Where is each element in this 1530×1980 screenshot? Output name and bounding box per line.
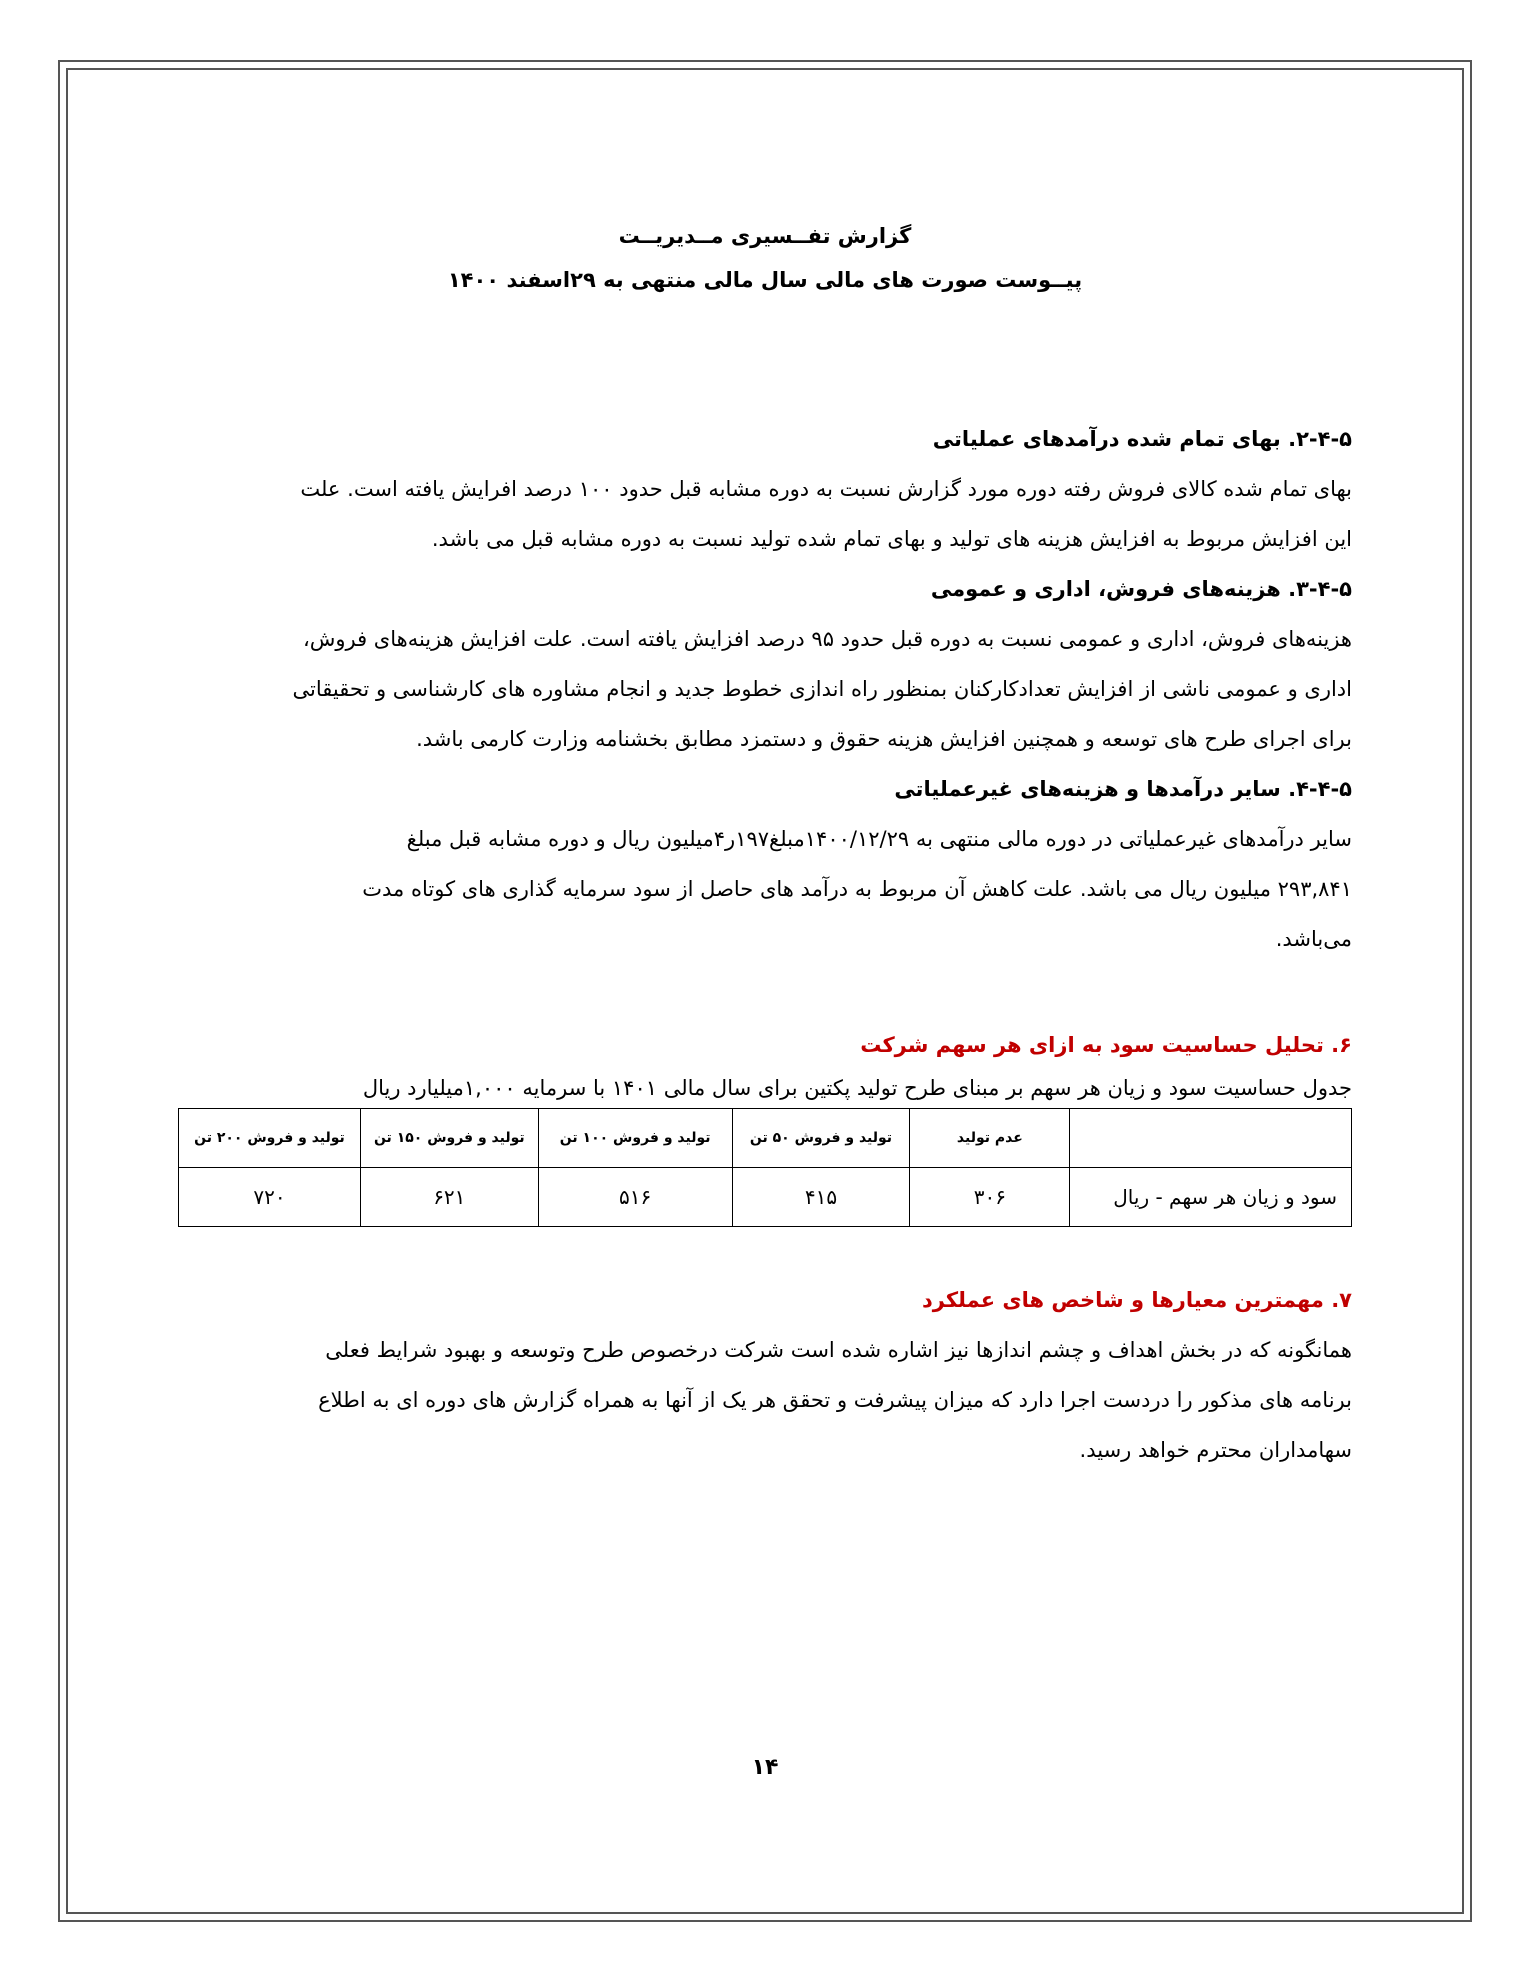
section-performance-indicators [178, 1275, 1352, 1475]
report-subtitle: پیــوست صورت های مالی سال مالی منتهی به ۲۹اسفند ۱۴۰۰ [447, 268, 1083, 292]
page-number: ۱۴ [751, 1755, 779, 1780]
table-header-cell: تولید و فروش ۲۰۰ تن [179, 1109, 361, 1168]
paragraph-line: همانگونه که در بخش اهداف و چشم اندازها نیز اشاره شده است شرکت درخصوص طرح وتوسعه و بهبود شرایط فعلی [325, 1338, 1352, 1362]
section-non-operating [178, 764, 1352, 964]
report-title: گزارش تفــسیری مــدیریــت [618, 224, 912, 248]
section-heading: ۴-۴-۵. سایر درآمدها و هزینه‌های غیرعملیاتی [894, 777, 1352, 801]
table-row-label: سود و زیان هر سهم - ریال [1070, 1168, 1352, 1227]
table-header-row [179, 1109, 1352, 1168]
table-cell: ۵۱۶ [538, 1168, 732, 1227]
table-row [179, 1168, 1352, 1227]
paragraph-line: اداری و عمومی ناشی از افزایش تعدادکارکنان بمنظور راه اندازی خطوط جدید و انجام مشاوره های کارشناسی و تحقیقاتی [292, 677, 1352, 701]
section-cost-of-revenue [178, 414, 1352, 564]
table-cell: ۷۲۰ [179, 1168, 361, 1227]
paragraph-line: ۲۹۳,۸۴۱ میلیون ریال می باشد. علت کاهش آن مربوط به درآمد های حاصل از سود سرمایه گذاری های کوتاه مدت [362, 877, 1352, 901]
paragraph-line: بهای تمام شده کالای فروش رفته دوره مورد گزارش نسبت به دوره مشابه قبل حدود ۱۰۰ درصد افرایش یافته است. علت [300, 477, 1352, 501]
table-header-cell: تولید و فروش ۱۰۰ تن [538, 1109, 732, 1168]
table-header-cell: تولید و فروش ۱۵۰ تن [360, 1109, 538, 1168]
paragraph-line: می‌باشد. [1275, 927, 1352, 951]
section-heading: ۳-۴-۵. هزینه‌های فروش، اداری و عمومی [930, 577, 1352, 601]
section-heading: ۶. تحلیل حساسیت سود به ازای هر سهم شرکت [860, 1033, 1352, 1057]
table-header-cell: تولید و فروش ۵۰ تن [732, 1109, 910, 1168]
paragraph-line: سایر درآمدهای غیرعملیاتی در دوره مالی منتهی به ۱۴۰۰/۱۲/۲۹مبلغ۱۹۷ر۴میلیون ریال و دوره مشابه قبل مبلغ [406, 827, 1352, 851]
table-header-cell [1070, 1109, 1352, 1168]
paragraph-line: هزینه‌های فروش، اداری و عمومی نسبت به دوره قبل حدود ۹۵ درصد افزایش یافته است. علت افزایش هزینه‌های فروش، [302, 627, 1352, 651]
table-cell: ۳۰۶ [910, 1168, 1070, 1227]
paragraph-line: سهامداران محترم خواهد رسید. [1079, 1438, 1352, 1462]
section-admin-expenses [178, 564, 1352, 764]
section-heading: ۷. مهمترین معیارها و شاخص های عملکرد [922, 1288, 1352, 1312]
table-caption: جدول حساسیت سود و زیان هر سهم بر مبنای طرح تولید پکتین برای سال مالی ۱۴۰۱ با سرمایه ۱,۰۰۰میلیارد ریال [362, 1076, 1352, 1100]
section-sensitivity [178, 1020, 1352, 1227]
table-cell: ۴۱۵ [732, 1168, 910, 1227]
document-page [178, 200, 1352, 1475]
table-header-cell: عدم تولید [910, 1109, 1070, 1168]
table-cell: ۶۲۱ [360, 1168, 538, 1227]
paragraph-line: برای اجرای طرح های توسعه و همچنین افزایش هزینه حقوق و دستمزد مطابق بخشنامه وزارت کارمی باشد. [416, 727, 1352, 751]
paragraph-line: برنامه های مذکور را دردست اجرا دارد که میزان پیشرفت و تحقق هر یک از آنها به همراه گزارش های دوره ای به اطلاع [318, 1388, 1352, 1412]
section-heading: ۲-۴-۵. بهای تمام شده درآمدهای عملیاتی [932, 427, 1352, 451]
paragraph-line: این افزایش مربوط به افزایش هزینه های تولید و بهای تمام شده تولید نسبت به دوره مشابه قبل می باشد. [431, 527, 1352, 551]
sensitivity-table [178, 1108, 1352, 1227]
